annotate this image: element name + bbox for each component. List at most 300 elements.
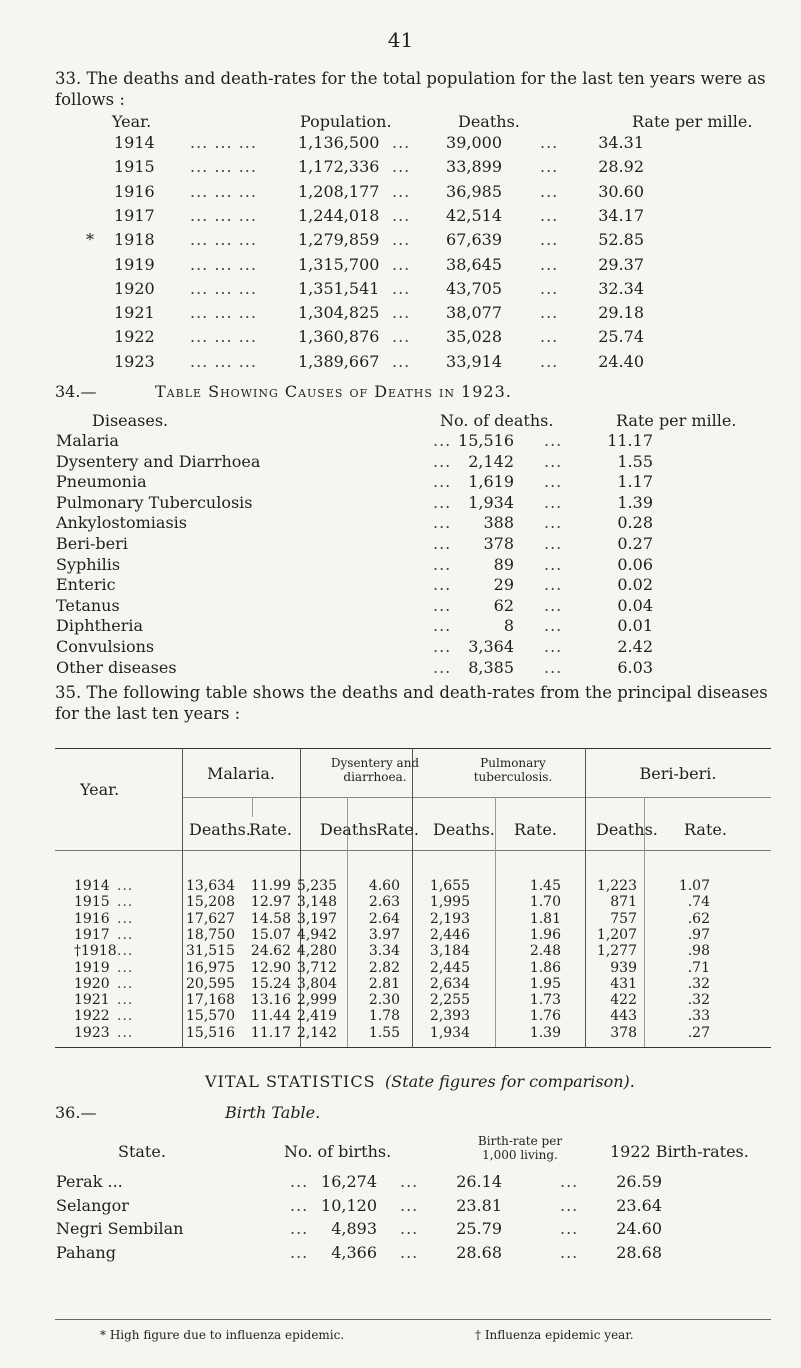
s34-row-rate: 6.03 xyxy=(617,657,653,677)
s35-row-pulmonary-rate: 1.45 xyxy=(529,878,561,894)
leader-dots: ... xyxy=(290,1195,309,1215)
s34-row-rate: 1.39 xyxy=(617,492,653,512)
s35-row-pulmonary-rate: 1.73 xyxy=(529,992,561,1009)
s35-row-dysentery-deaths: 2,419 xyxy=(296,1008,337,1025)
leader-dots: ... xyxy=(544,431,563,450)
s33-row-deaths: 39,000 xyxy=(446,133,502,152)
s33-row-population: 1,360,876 xyxy=(298,327,380,347)
s33-row-deaths: 35,028 xyxy=(446,327,502,347)
page-number: 41 xyxy=(387,28,414,52)
leader-dots: ... xyxy=(433,554,452,574)
s35-row-beriberi-deaths: 1,207 xyxy=(596,926,637,943)
s34-row-disease: Syphilis xyxy=(56,554,121,574)
leader-dots: ... xyxy=(540,157,559,177)
s35-row-dysentery-rate: 2.81 xyxy=(368,975,400,992)
s35-row-beriberi-rate: .32 xyxy=(687,975,710,992)
s33-row xyxy=(0,182,801,204)
s35-header-year: Year. xyxy=(80,780,120,799)
s35-row-dysentery-rate: 4.60 xyxy=(368,878,400,894)
leader-dots: ... xyxy=(433,451,452,471)
s34-row-deaths: 62 xyxy=(493,595,514,615)
leader-dots: ... xyxy=(540,351,559,371)
s35-row-beriberi-rate: .74 xyxy=(687,894,710,911)
s34-row-rate: 1.17 xyxy=(617,472,653,492)
s35-row-dysentery-deaths: 3,712 xyxy=(296,959,337,976)
s33-row-deaths: 33,899 xyxy=(446,157,502,177)
s35-row-beriberi-rate: .27 xyxy=(687,1024,710,1041)
s35-row-pulmonary-deaths: 1,934 xyxy=(429,1024,470,1041)
leader-dots: ... xyxy=(544,513,563,533)
s35-sub-deaths: Deaths. xyxy=(433,820,495,839)
s35-row-pulmonary-deaths: 2,445 xyxy=(429,959,470,976)
leader-dots: ... xyxy=(540,303,559,323)
s35-row-dysentery-deaths: 4,942 xyxy=(296,926,337,943)
leader-dots: ... xyxy=(392,303,411,323)
s35-row-year: 1919 xyxy=(74,959,110,976)
s34-row-disease: Tetanus xyxy=(56,595,120,615)
s35-row-dysentery-rate: 2.64 xyxy=(368,910,400,927)
s36-row-births: 10,120 xyxy=(321,1195,377,1215)
s35-row-beriberi-rate: .71 xyxy=(687,959,710,976)
leader-dots: ... xyxy=(117,878,134,894)
leader-dots: ... xyxy=(392,133,411,152)
s33-row-rate: 25.74 xyxy=(598,327,644,347)
s34-row xyxy=(0,637,801,659)
s35-row-malaria-deaths: 15,516 xyxy=(186,1024,235,1041)
s36-heading-note: (State figures for comparison). xyxy=(385,1072,635,1091)
s35-row-pulmonary-rate: 1.70 xyxy=(529,894,561,911)
s36-heading-row xyxy=(0,1072,801,1094)
leader-dots: ... ... ... xyxy=(190,205,257,225)
s33-row xyxy=(0,230,801,252)
s35-sub-rate: Rate. xyxy=(514,820,557,839)
leader-dots: ... xyxy=(392,205,411,225)
s36-row xyxy=(0,1196,801,1218)
s33-row-rate: 34.17 xyxy=(598,205,644,225)
s36-row-1922: 23.64 xyxy=(616,1195,662,1215)
s33-header-year: Year. xyxy=(112,112,152,131)
s33-row-rate: 28.92 xyxy=(598,157,644,177)
s34-row xyxy=(0,513,801,535)
s33-row-rate: 29.18 xyxy=(598,303,644,323)
s34-row-deaths: 378 xyxy=(483,534,514,553)
s35-row-pulmonary-rate: 1.86 xyxy=(529,959,561,976)
s33-row xyxy=(0,133,801,155)
leader-dots: ... xyxy=(560,1195,579,1215)
s34-row xyxy=(0,596,801,618)
leader-dots: ... xyxy=(433,657,452,677)
s35-group-rule xyxy=(182,797,771,798)
leader-dots: ... xyxy=(392,181,411,201)
s35-row-year: 1916 xyxy=(74,910,110,927)
s34-header-rate: Rate per mille. xyxy=(616,411,737,430)
s33-row-rate: 34.31 xyxy=(598,133,644,152)
leader-dots: ... xyxy=(392,351,411,371)
leader-dots: ... xyxy=(544,492,563,512)
s34-row-deaths: 1,934 xyxy=(468,492,514,512)
s33-header xyxy=(0,112,801,134)
s35-row-dysentery-rate: 1.55 xyxy=(368,1024,400,1041)
s35-row-year: 1922 xyxy=(74,1008,110,1025)
s35-row-beriberi-rate: .62 xyxy=(687,910,710,927)
s35-row-dysentery-deaths: 4,280 xyxy=(296,943,337,960)
s33-row-population: 1,315,700 xyxy=(298,254,380,274)
s35-row-dysentery-rate: 2.63 xyxy=(368,894,400,911)
s35-row-malaria-deaths: 18,750 xyxy=(186,926,235,943)
leader-dots: ... xyxy=(560,1172,579,1191)
s34-row-deaths: 29 xyxy=(493,575,514,595)
section-35-intro: 35. The following table shows the deaths and death-rates from the principal diseases for the last ten years : xyxy=(55,683,768,723)
s34-row-deaths: 3,364 xyxy=(468,637,514,656)
s33-row-year: 1915 xyxy=(114,157,155,177)
s35-header-malaria: Malaria. xyxy=(207,764,275,783)
s34-row xyxy=(0,493,801,515)
s34-row-deaths: 89 xyxy=(493,554,514,574)
leader-dots: ... xyxy=(540,327,559,347)
s34-row-deaths: 8,385 xyxy=(468,657,514,677)
leader-dots: ... xyxy=(544,637,563,656)
s35-sub-deaths: Deaths. xyxy=(596,820,658,839)
s35-row-malaria-deaths: 31,515 xyxy=(186,943,235,960)
s35-row-year: 1921 xyxy=(74,992,110,1009)
s35-row-year: 1914 xyxy=(74,878,110,894)
s35-row-beriberi-deaths: 939 xyxy=(610,959,637,976)
s33-row-deaths: 38,645 xyxy=(446,254,502,274)
s35-vline xyxy=(252,797,253,817)
leader-dots: ... xyxy=(392,327,411,347)
leader-dots: ... xyxy=(433,534,452,553)
s34-row-rate: 1.55 xyxy=(617,451,653,471)
s33-row-population: 1,136,500 xyxy=(298,133,380,152)
leader-dots: ... xyxy=(117,1024,134,1041)
s35-row-beriberi-rate: .33 xyxy=(687,1008,710,1025)
s36-row-state: Negri Sembilan xyxy=(56,1219,184,1239)
s34-row-disease: Diphtheria xyxy=(56,616,143,636)
s34-row-disease: Beri-beri xyxy=(56,534,128,553)
s35-row-malaria-rate: 24.62 xyxy=(250,943,291,960)
s33-row-rate: 32.34 xyxy=(598,278,644,298)
s35-row-dysentery-deaths: 2,999 xyxy=(296,992,337,1009)
s35-row-beriberi-rate: 1.07 xyxy=(678,878,710,894)
s35-row-dysentery-rate: 3.97 xyxy=(368,926,400,943)
s35-row-dysentery-deaths: 5,235 xyxy=(296,878,337,894)
leader-dots: ... xyxy=(392,254,411,274)
s34-row-rate: 0.02 xyxy=(617,575,653,595)
leader-dots: ... xyxy=(433,472,452,492)
s34-row-rate: 2.42 xyxy=(617,637,653,656)
leader-dots: ... xyxy=(560,1219,579,1239)
s36-row-rate: 23.81 xyxy=(456,1195,502,1215)
s35-row-pulmonary-rate: 1.39 xyxy=(529,1024,561,1041)
s35-row-beriberi-rate: .97 xyxy=(687,926,710,943)
s33-row-year: 1916 xyxy=(114,181,155,201)
s36-row-1922: 24.60 xyxy=(616,1219,662,1239)
leader-dots: ... xyxy=(392,278,411,298)
s35-row-pulmonary-rate: 1.76 xyxy=(529,1008,561,1025)
s35-row xyxy=(0,1025,801,1047)
s35-row-beriberi-deaths: 757 xyxy=(610,910,637,927)
s35-header-beriberi: Beri-beri. xyxy=(639,764,717,783)
leader-dots: ... ... ... xyxy=(190,278,257,298)
s36-row-1922: 28.68 xyxy=(616,1243,662,1263)
s35-row-malaria-rate: 15.24 xyxy=(250,975,291,992)
s33-row-year: 1923 xyxy=(114,351,155,371)
s35-row-pulmonary-deaths: 2,446 xyxy=(429,926,470,943)
leader-dots: ... ... ... xyxy=(190,157,257,177)
s34-row xyxy=(0,555,801,577)
s35-row-pulmonary-deaths: 2,255 xyxy=(429,992,470,1009)
s36-header-births: No. of births. xyxy=(284,1142,392,1161)
s33-row-rate: 24.40 xyxy=(598,351,644,371)
s34-header xyxy=(0,411,801,433)
leader-dots: ... ... ... xyxy=(190,327,257,347)
s35-row-pulmonary-deaths: 1,995 xyxy=(429,894,470,911)
s34-row xyxy=(0,575,801,597)
s35-row-dysentery-deaths: 3,148 xyxy=(296,894,337,911)
s34-row-disease: Enteric xyxy=(56,575,116,595)
leader-dots: ... xyxy=(117,992,134,1009)
s35-row-dysentery-deaths: 2,142 xyxy=(296,1024,337,1041)
s36-header-rate: Birth-rate per 1,000 living. xyxy=(477,1134,563,1162)
s33-row xyxy=(0,327,801,349)
s34-row-rate: 0.01 xyxy=(617,616,653,636)
s35-row-malaria-deaths: 17,168 xyxy=(186,992,235,1009)
leader-dots: ... xyxy=(544,616,563,636)
s35-row-malaria-deaths: 17,627 xyxy=(186,910,235,927)
s34-row-deaths: 2,142 xyxy=(468,451,514,471)
leader-dots: ... ... ... xyxy=(190,133,257,152)
s34-row-deaths: 388 xyxy=(483,513,514,533)
s33-row-deaths: 67,639 xyxy=(446,230,502,250)
s33-row xyxy=(0,157,801,179)
s34-row-rate: 11.17 xyxy=(607,431,653,450)
leader-dots: ... xyxy=(544,575,563,595)
s34-row-rate: 0.04 xyxy=(617,595,653,615)
section-33-intro: 33. The deaths and death-rates for the total population for the last ten years were as follows : xyxy=(55,69,766,109)
s35-bottom-rule xyxy=(55,1047,771,1048)
s35-row-year: †1918 xyxy=(74,943,117,960)
leader-dots: ... xyxy=(433,431,452,450)
leader-dots: ... xyxy=(544,472,563,492)
leader-dots: ... xyxy=(433,616,452,636)
leader-dots: ... xyxy=(544,595,563,615)
s35-row-pulmonary-deaths: 3,184 xyxy=(429,943,470,960)
s35-row-beriberi-deaths: 378 xyxy=(610,1024,637,1041)
leader-dots: ... xyxy=(400,1172,419,1191)
s35-row-malaria-deaths: 13,634 xyxy=(186,878,235,894)
s35-row-pulmonary-rate: 1.81 xyxy=(529,910,561,927)
s33-row xyxy=(0,303,801,325)
s35-row-year: 1915 xyxy=(74,894,110,911)
s33-row-population: 1,351,541 xyxy=(298,278,380,298)
s35-row-beriberi-deaths: 1,277 xyxy=(596,943,637,960)
s35-row-beriberi-deaths: 431 xyxy=(610,975,637,992)
s36-row-state: Perak ... xyxy=(56,1172,123,1191)
s35-row-pulmonary-deaths: 2,393 xyxy=(429,1008,470,1025)
s33-row-year: 1922 xyxy=(114,327,155,347)
leader-dots: ... xyxy=(400,1243,419,1263)
s35-row-malaria-deaths: 20,595 xyxy=(186,975,235,992)
s35-row-pulmonary-deaths: 2,193 xyxy=(429,910,470,927)
s33-row-year: 1919 xyxy=(114,254,155,274)
footnote-star: * High figure due to influenza epidemic. xyxy=(100,1328,345,1342)
leader-dots: ... xyxy=(540,181,559,201)
s35-row-dysentery-rate: 2.30 xyxy=(368,992,400,1009)
s35-row-malaria-deaths: 15,208 xyxy=(186,894,235,911)
s34-row-disease: Pneumonia xyxy=(56,472,147,492)
s33-row-year: 1920 xyxy=(114,278,155,298)
s33-row xyxy=(0,206,801,228)
s36-row-state: Pahang xyxy=(56,1243,116,1263)
s35-sub-deaths: Deaths. xyxy=(189,820,251,839)
s35-row-dysentery-rate: 3.34 xyxy=(368,943,400,960)
s33-row-population: 1,208,177 xyxy=(298,181,380,201)
s35-row-malaria-rate: 13.16 xyxy=(250,992,291,1009)
s35-row-beriberi-deaths: 1,223 xyxy=(596,878,637,894)
s33-row-population: 1,389,667 xyxy=(298,351,380,371)
leader-dots: ... ... ... xyxy=(190,303,257,323)
s34-row-disease: Dysentery and Diarrhoea xyxy=(56,451,261,471)
leader-dots: ... xyxy=(540,205,559,225)
s36-subtitle: Birth Table. xyxy=(225,1103,321,1122)
leader-dots: ... xyxy=(560,1243,579,1263)
s35-row-malaria-rate: 11.44 xyxy=(250,1008,291,1025)
s34-row xyxy=(0,658,801,680)
s34-row-rate: 0.06 xyxy=(617,554,653,574)
leader-dots: ... xyxy=(117,1008,134,1025)
leader-dots: ... xyxy=(540,230,559,250)
s35-row-pulmonary-deaths: 2,634 xyxy=(429,975,470,992)
s35-row-dysentery-rate: 1.78 xyxy=(368,1008,400,1025)
s35-sub-rate: Rate. xyxy=(684,820,727,839)
s34-header-deaths: No. of deaths. xyxy=(440,411,554,430)
leader-dots: ... xyxy=(544,534,563,553)
s34-row xyxy=(0,452,801,474)
leader-dots: ... xyxy=(117,959,134,976)
s36-row xyxy=(0,1172,801,1194)
s33-row xyxy=(0,255,801,277)
leader-dots: ... xyxy=(433,513,452,533)
leader-dots: ... xyxy=(433,637,452,656)
s34-row-deaths: 8 xyxy=(503,616,514,636)
s33-row-population: 1,304,825 xyxy=(298,303,380,323)
leader-dots: ... xyxy=(433,575,452,595)
s34-row-disease: Other diseases xyxy=(56,657,177,677)
s36-title-row xyxy=(0,1103,801,1125)
s36-row-births: 4,366 xyxy=(331,1243,377,1263)
s33-row-deaths: 36,985 xyxy=(446,181,502,201)
s34-row-disease: Malaria xyxy=(56,431,119,450)
s35-row-pulmonary-rate: 1.95 xyxy=(529,975,561,992)
leader-dots: ... xyxy=(117,910,134,927)
s35-row-malaria-rate: 11.99 xyxy=(250,878,291,894)
s34-number: 34.— xyxy=(55,382,97,401)
leader-dots: ... xyxy=(400,1195,419,1215)
leader-dots: ... xyxy=(290,1243,309,1263)
leader-dots: ... xyxy=(117,926,134,943)
leader-dots: ... xyxy=(117,943,134,960)
s33-row-deaths: 42,514 xyxy=(446,205,502,225)
leader-dots: ... ... ... xyxy=(190,230,257,250)
s36-row-state: Selangor xyxy=(56,1195,129,1215)
s34-row xyxy=(0,534,801,556)
s33-header-population: Population. xyxy=(300,112,392,131)
s35-row-dysentery-deaths: 3,197 xyxy=(296,910,337,927)
s36-row-births: 4,893 xyxy=(331,1219,377,1239)
s33-row xyxy=(0,352,801,374)
s36-heading: VITAL STATISTICS xyxy=(205,1072,376,1091)
s36-row-births: 16,274 xyxy=(321,1172,377,1191)
s33-row-population: 1,172,336 xyxy=(298,157,380,177)
s33-row-population: 1,244,018 xyxy=(298,205,380,225)
s35-row-pulmonary-deaths: 1,655 xyxy=(429,878,470,894)
s33-row-year: 1918 xyxy=(114,230,155,250)
footnote-dagger: † Influenza epidemic year. xyxy=(475,1328,634,1342)
s36-row xyxy=(0,1219,801,1241)
s33-row-mark: * xyxy=(86,230,94,250)
leader-dots: ... xyxy=(392,230,411,250)
s36-row xyxy=(0,1243,801,1265)
s33-row-year: 1921 xyxy=(114,303,155,323)
s34-row xyxy=(0,431,801,453)
leader-dots: ... xyxy=(433,595,452,615)
s35-row-pulmonary-rate: 2.48 xyxy=(529,943,561,960)
s33-row-year: 1914 xyxy=(114,133,155,152)
s35-row-malaria-deaths: 15,570 xyxy=(186,1008,235,1025)
s35-row-pulmonary-rate: 1.96 xyxy=(529,926,561,943)
s33-row-population: 1,279,859 xyxy=(298,230,380,250)
s35-row-beriberi-deaths: 443 xyxy=(610,1008,637,1025)
s35-row-malaria-rate: 12.90 xyxy=(250,959,291,976)
s36-number: 36.— xyxy=(55,1103,97,1122)
s34-row xyxy=(0,616,801,638)
leader-dots: ... xyxy=(400,1219,419,1239)
s33-row-rate: 52.85 xyxy=(598,230,644,250)
s35-row-beriberi-deaths: 422 xyxy=(610,992,637,1009)
s36-row-rate: 28.68 xyxy=(456,1243,502,1263)
s35-top-rule xyxy=(55,748,771,749)
leader-dots: ... ... ... xyxy=(190,254,257,274)
s35-sub-deaths: Deaths. xyxy=(320,820,382,839)
s34-row-disease: Convulsions xyxy=(56,637,155,656)
leader-dots: ... xyxy=(433,492,452,512)
leader-dots: ... xyxy=(290,1172,309,1191)
s34-row-rate: 0.27 xyxy=(617,534,653,553)
s36-header-state: State. xyxy=(118,1142,166,1161)
s35-row-malaria-rate: 14.58 xyxy=(250,910,291,927)
s35-row-year: 1920 xyxy=(74,975,110,992)
s36-row-1922: 26.59 xyxy=(616,1172,662,1191)
s35-header-rule xyxy=(55,850,771,851)
s33-row-deaths: 33,914 xyxy=(446,351,502,371)
s33-header-rate: Rate per mille. xyxy=(632,112,753,131)
s34-row-deaths: 1,619 xyxy=(468,472,514,492)
leader-dots: ... xyxy=(117,894,134,911)
leader-dots: ... xyxy=(117,975,134,992)
s36-row-rate: 25.79 xyxy=(456,1219,502,1239)
s33-row-year: 1917 xyxy=(114,205,155,225)
s35-sub-rate: Rate. xyxy=(249,820,292,839)
leader-dots: ... xyxy=(392,157,411,177)
leader-dots: ... xyxy=(540,254,559,274)
s35-sub-rate: Rate. xyxy=(376,820,419,839)
leader-dots: ... xyxy=(540,278,559,298)
s35-row-beriberi-deaths: 871 xyxy=(610,894,637,911)
s34-row-disease: Pulmonary Tuberculosis xyxy=(56,492,253,512)
s36-header-1922: 1922 Birth-rates. xyxy=(610,1142,749,1161)
s33-header-deaths: Deaths. xyxy=(458,112,520,131)
leader-dots: ... xyxy=(290,1219,309,1239)
